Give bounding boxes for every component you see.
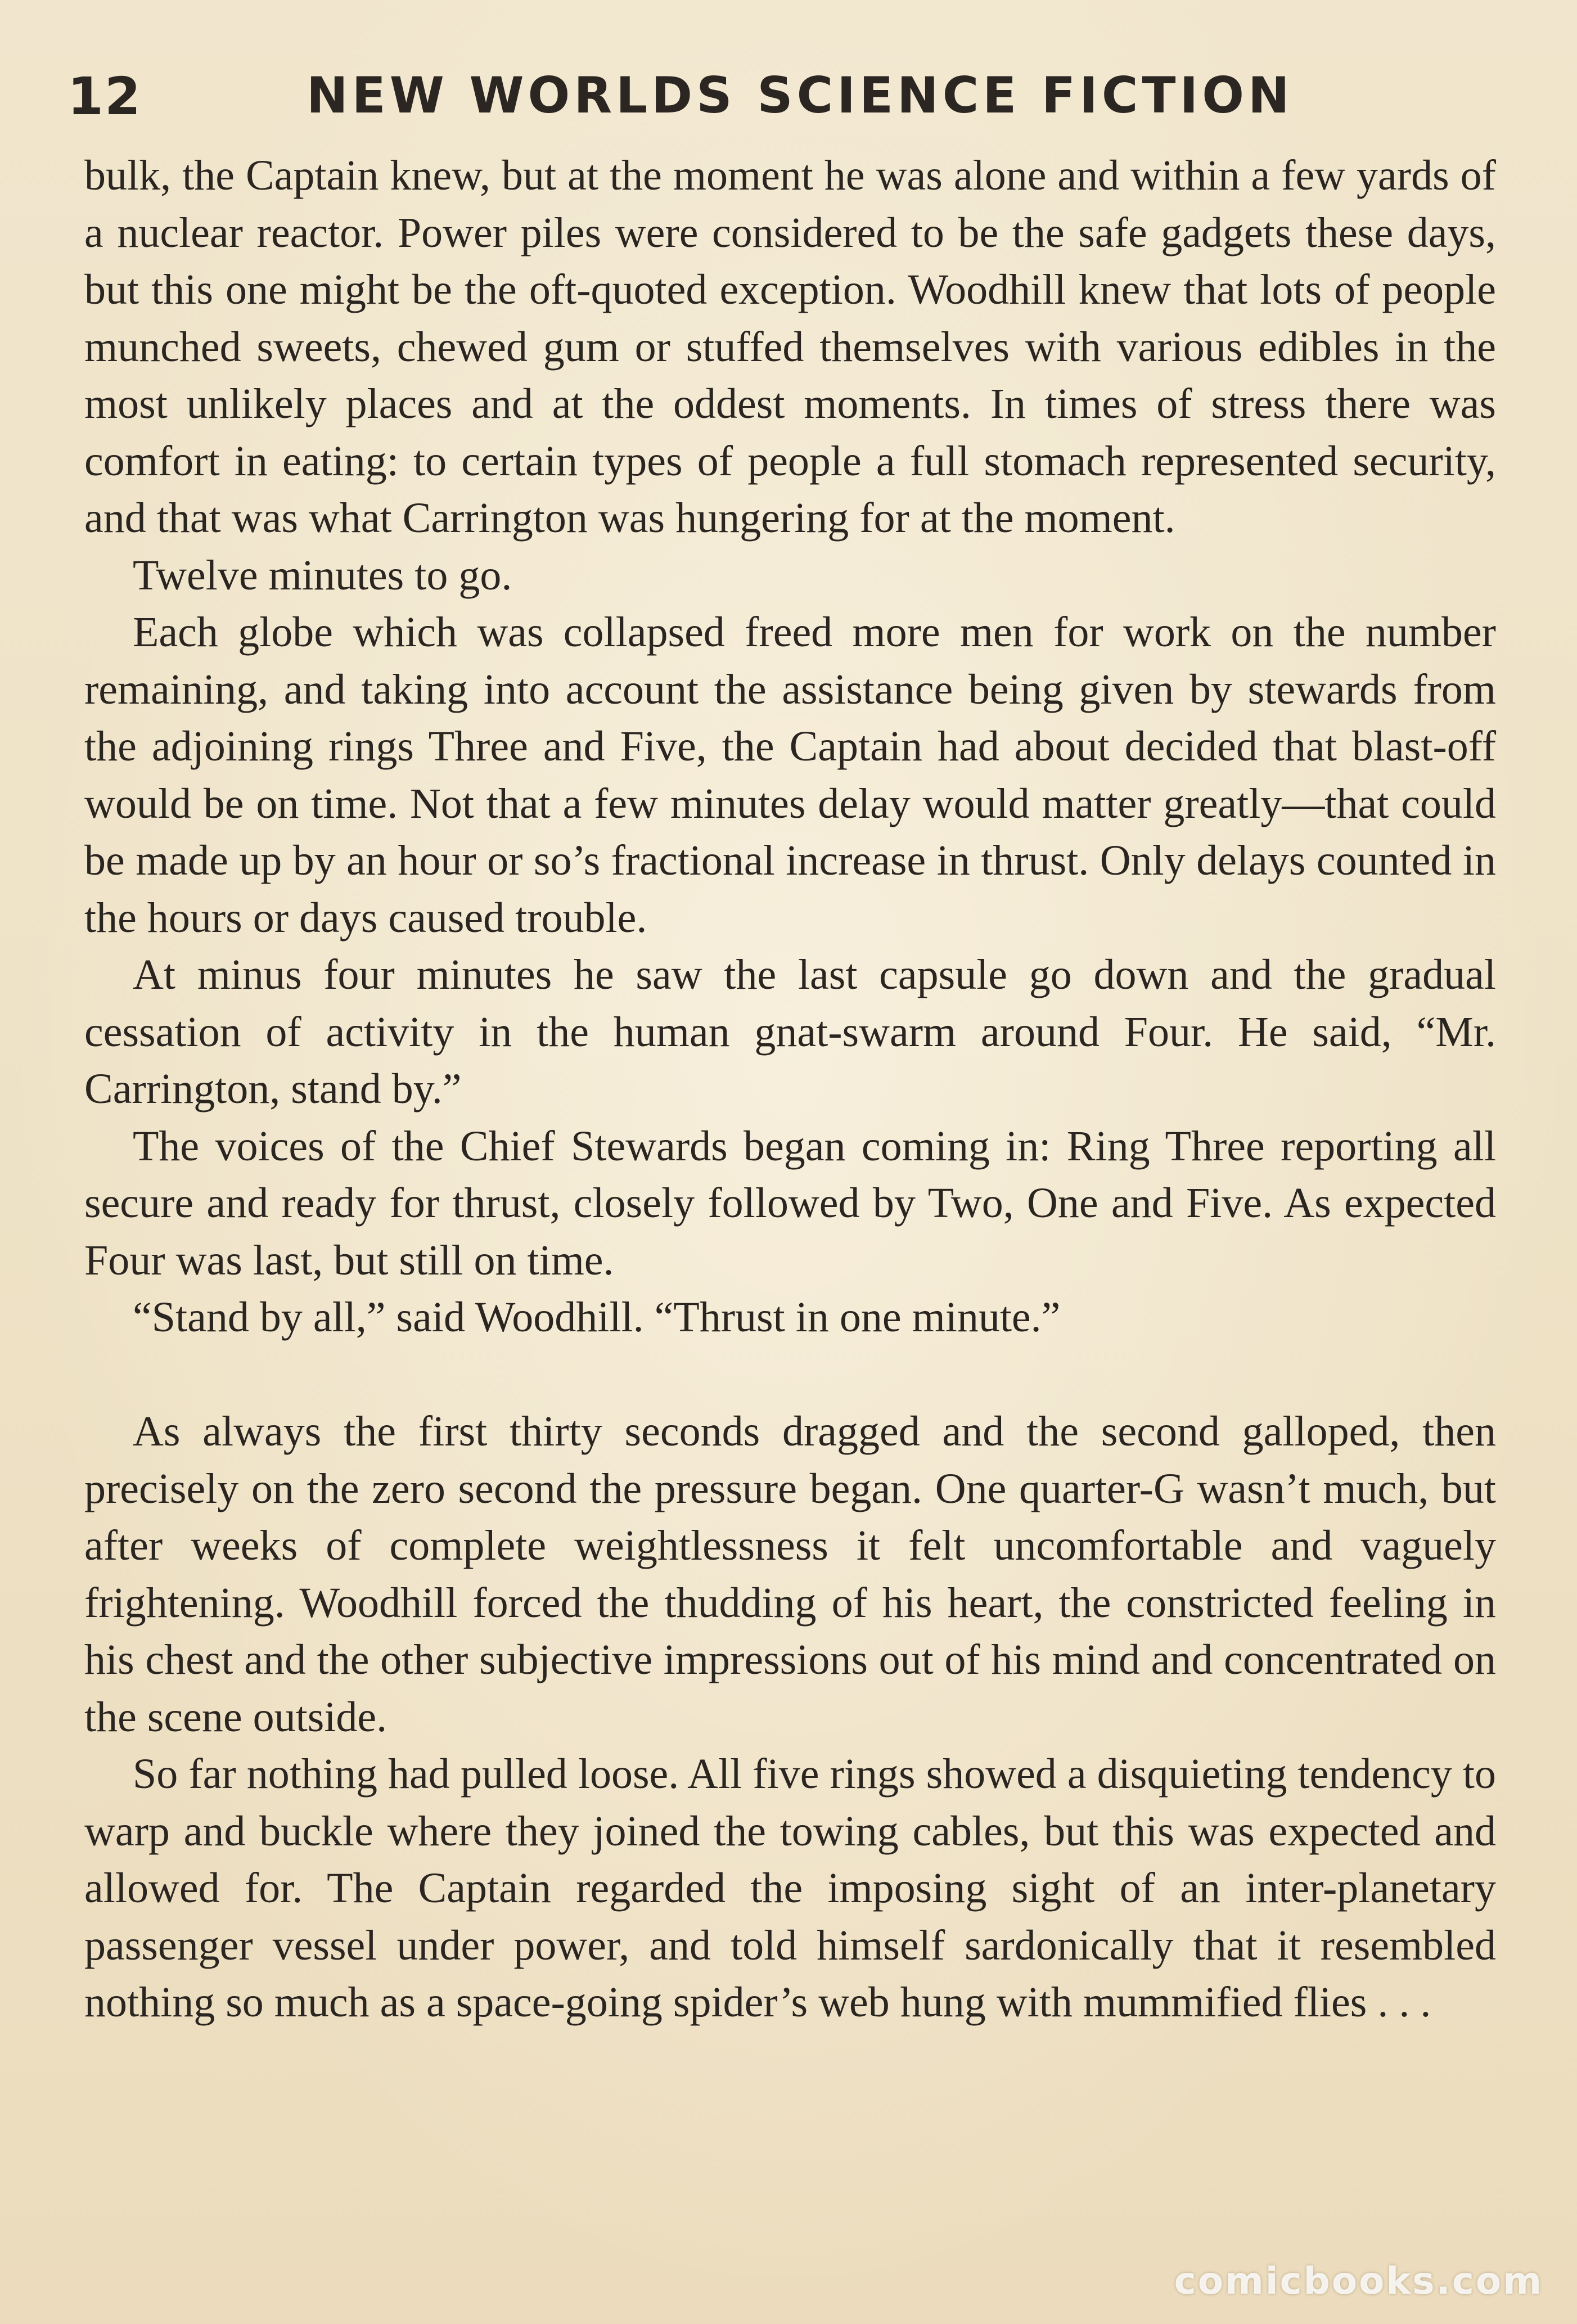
paragraph: The voices of the Chief Stewards began coming in: Ring Three reporting all secure and ready for thrust, closely followed by Two, One and Five. As expected Four was last, but still on time. — [84, 1122, 1496, 1284]
paragraph: Twelve minutes to go. — [133, 551, 512, 599]
paragraph: At minus four minutes he saw the last capsule go down and the gradual cessation of activity in the human gnat-swarm around Four. He said, “Mr. Carrington, stand by.” — [84, 951, 1496, 1113]
paragraph: bulk, the Captain knew, but at the moment he was alone and within a few yards of a nuclear reactor. Power piles were considered to be the safe gadgets these days, but this one might be the oft-quoted exception. Woodhill knew that lots of people munched sweets, chewed gum or stuffed themselves with various edibles in the most unlikely places and at the oddest moments. In times of stress there was comfort in eating: to certain types of people a full stomach represented security, and that was what Carrington was hungering for at the moment. — [84, 152, 1496, 542]
paragraph: “Stand by all,” said Woodhill. “Thrust in one minute.” — [133, 1294, 1061, 1341]
page-number: 12 — [67, 66, 142, 127]
paragraph: So far nothing had pulled loose. All five rings showed a disquieting tendency to warp and buckle where they joined the towing cables, but this was expected and allowed for. The Captain regarded the imposing sight of an inter-planetary passenger vessel under power, and told himself sardonically that it resembled nothing so much as a space-going spider’s web hung with mummified flies . . . — [84, 1750, 1496, 2026]
page-header — [67, 66, 1507, 139]
paragraph: As always the first thirty seconds dragged and the second galloped, then precisely on the zero second the pressure began. One quarter-G wasn’t much, but after weeks of complete weightlessness it felt uncomfortable and vaguely frightening. Woodhill forced the thudding of his heart, the constricted feeling in his chest and the other subjective impressions out of his mind and concentrated on the scene outside. — [84, 1408, 1496, 1741]
story-text — [84, 147, 1496, 2032]
running-head: NEW WORLDS SCIENCE FICTION — [307, 66, 1294, 124]
section-break — [84, 1346, 1496, 1404]
paragraph: Each globe which was collapsed freed more men for work on the number remaining, and taking into account the assistance being given by stewards from the adjoining rings Three and Five, the Captain had about decided that blast-off would be on time. Not that a few minutes delay would matter greatly—that could be made up by an hour or so’s fractional increase in thrust. Only delays counted in the hours or days caused trouble. — [84, 609, 1496, 942]
watermark: comicbooks.com — [1174, 2259, 1543, 2303]
